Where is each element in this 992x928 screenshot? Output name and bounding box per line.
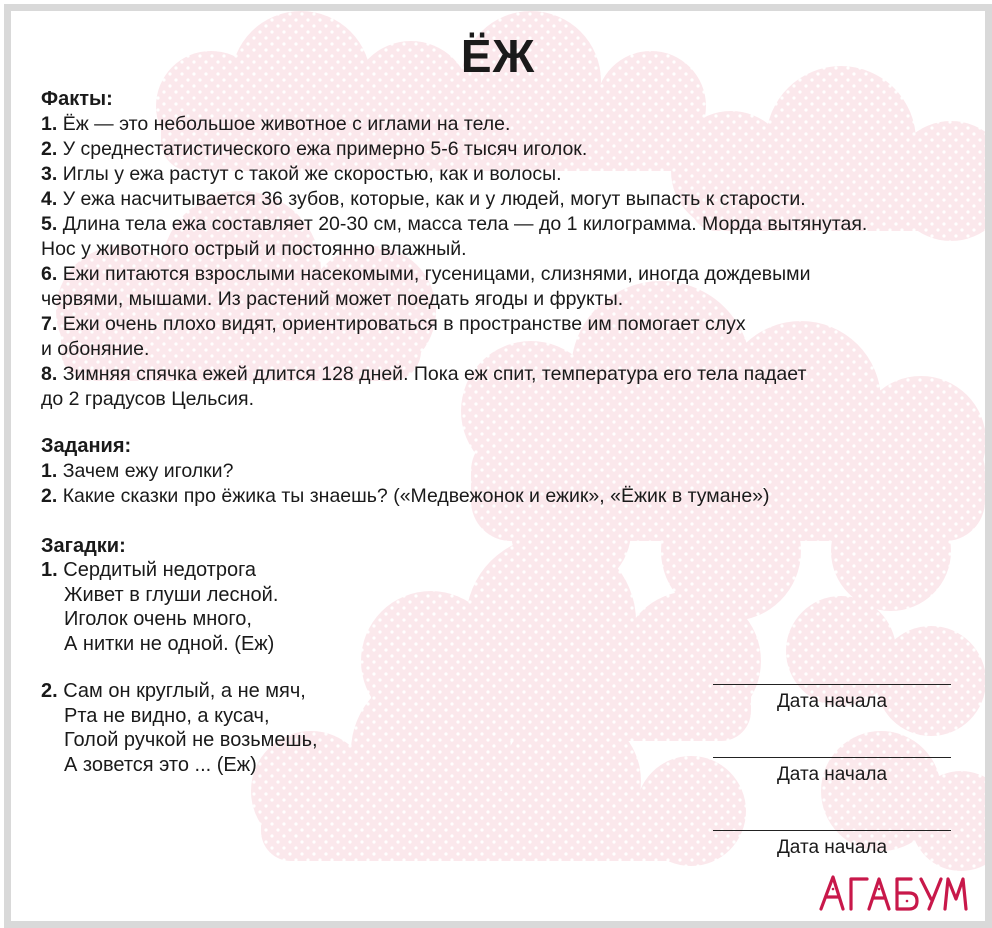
fact-item: 4. У ежа насчитывается 36 зубов, которые, как и у людей, могут выпасть к старости. bbox=[41, 188, 806, 210]
tasks-heading: Задания: bbox=[41, 435, 132, 457]
date-line bbox=[713, 830, 951, 831]
agabum-logo bbox=[817, 869, 969, 917]
fact-item: 8. Зимняя спячка ежей длится 128 дней. Пока еж спит, температура его тела падает до 2 градусов Цельсия. bbox=[41, 363, 807, 410]
fact-item: 7. Ежи очень плохо видят, ориентироваться в пространстве им помогает слух и обоняние. bbox=[41, 313, 746, 360]
start-date-label: Дата начала bbox=[776, 691, 888, 712]
fact-item: 6. Ежи питаются взрослыми насекомыми, гусеницами, слизнями, иногда дождевыми червями, мышами. Из растений может поедать ягоды и фрукты. bbox=[41, 263, 811, 310]
riddle-item: 2. Сам он круглый, а не мяч, Рта не видно, а кусач, Голой ручкой не возьмешь, А зовется это ... (Еж) bbox=[41, 680, 318, 776]
start-date-label: Дата начала bbox=[776, 837, 888, 858]
page-title: ЁЖ bbox=[460, 30, 536, 82]
fact-item: 2. У среднестатистического ежа примерно 5-6 тысяч иголок. bbox=[41, 138, 588, 160]
start-date-label: Дата начала bbox=[776, 764, 888, 785]
start-date-field[interactable] bbox=[713, 684, 951, 713]
task-item: 2. Какие сказки про ёжика ты знаешь? («Медвежонок и ежик», «Ёжик в тумане») bbox=[41, 485, 770, 507]
date-line bbox=[713, 757, 951, 758]
fact-item: 3. Иглы у ежа растут с такой же скоростью, как и волосы. bbox=[41, 163, 562, 185]
fact-item: 5. Длина тела ежа составляет 20-30 см, масса тела — до 1 килограмма. Морда вытянутая. Нос у животного острый и постоянно влажный. bbox=[41, 213, 868, 260]
riddles-heading: Загадки: bbox=[41, 535, 126, 557]
fact-item: 1. Ёж — это небольшое животное с иглами на теле. bbox=[41, 113, 511, 135]
riddle-item: 1. Сердитый недотрога Живет в глуши лесной. Иголок очень много, А нитки не одной. (Еж) bbox=[41, 559, 279, 655]
facts-heading: Факты: bbox=[41, 88, 113, 110]
task-item: 1. Зачем ежу иголки? bbox=[41, 460, 234, 482]
start-date-field[interactable] bbox=[713, 757, 951, 786]
worksheet-frame bbox=[4, 4, 992, 928]
start-date-field[interactable] bbox=[713, 830, 951, 859]
date-line bbox=[713, 684, 951, 685]
